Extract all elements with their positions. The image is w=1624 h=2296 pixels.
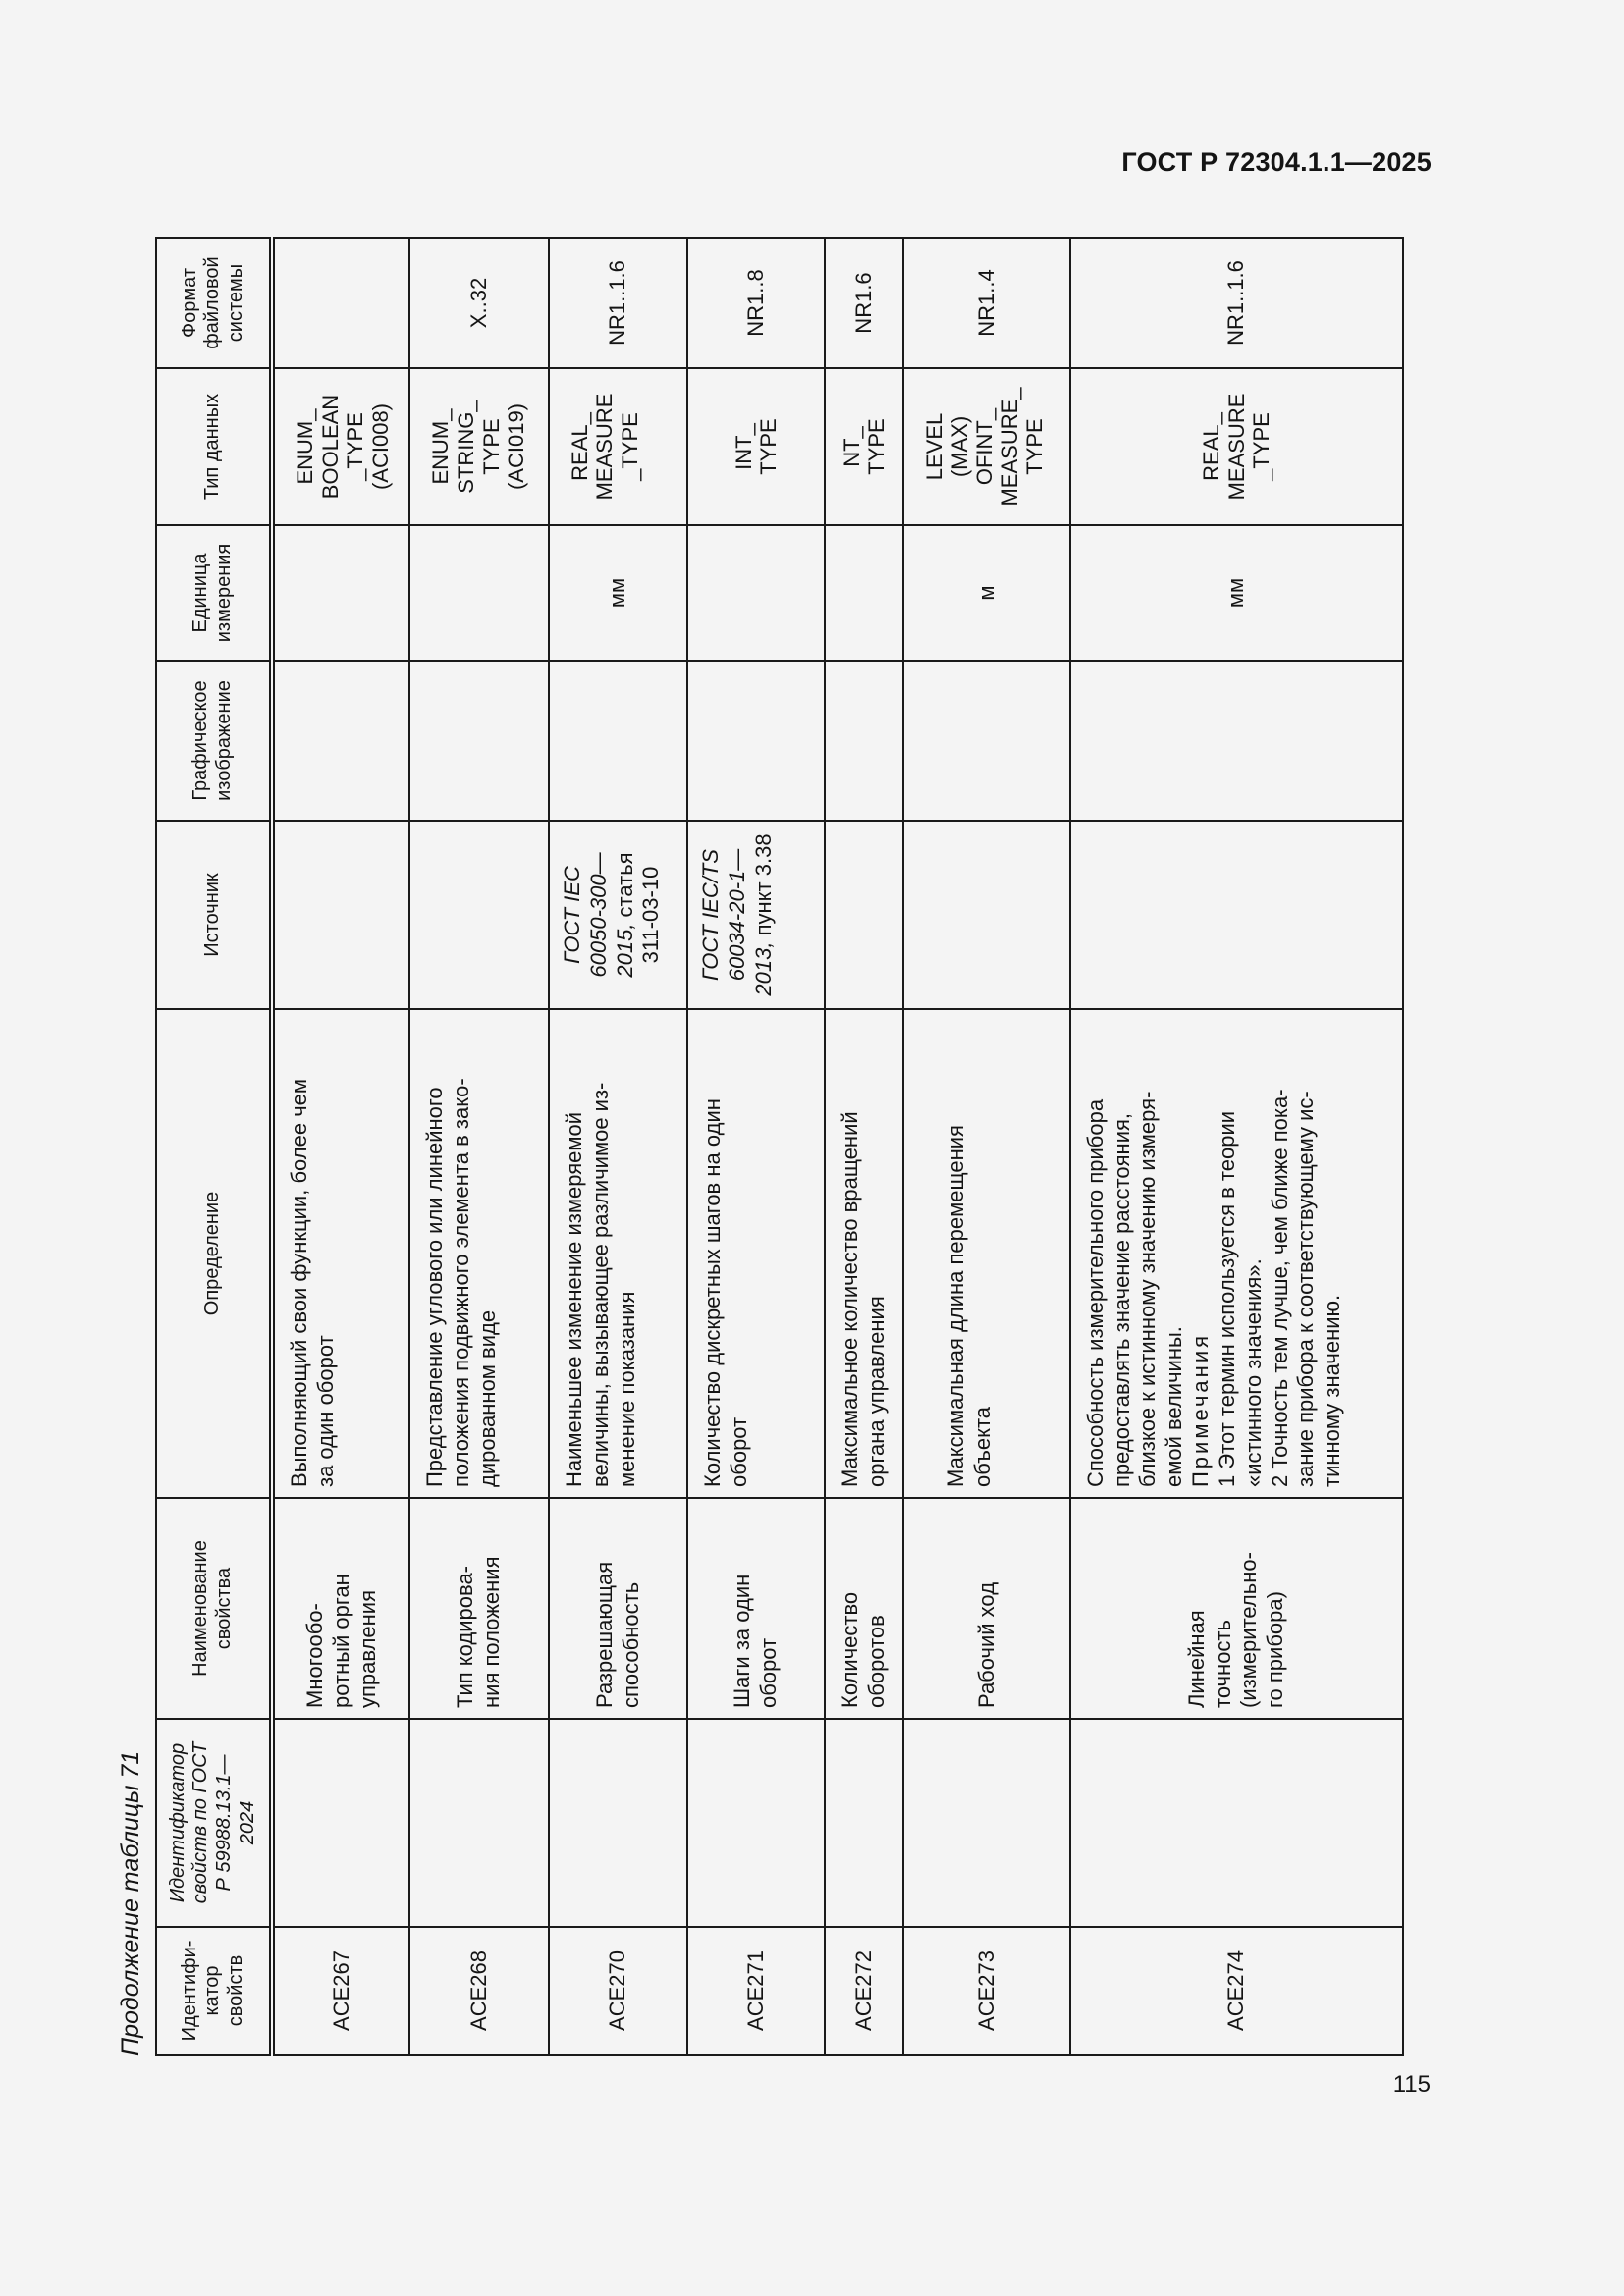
cell-format: NR1..8 bbox=[687, 238, 824, 368]
cell-name: Разрешающая способность bbox=[549, 1498, 687, 1719]
col-header-datatype: Тип данных bbox=[156, 368, 272, 525]
document-header: ГОСТ Р 72304.1.1—2025 bbox=[1121, 147, 1432, 177]
cell-name: Рабочий ход bbox=[903, 1498, 1070, 1719]
cell-source: ГОСТ IEC 60050-300— 2015, статья 311-03-10 bbox=[549, 821, 687, 1009]
col-header-gost-id: Идентификатор свойств по ГОСТ Р 59988.13.1— 2024 bbox=[156, 1719, 272, 1927]
cell-definition: Максимальное количество вращений органа управления bbox=[825, 1009, 903, 1498]
cell-unit: мм bbox=[549, 525, 687, 661]
page-number: 115 bbox=[1392, 2071, 1431, 2098]
cell-definition: Представление углового или линейного положения подвижного элемента в зако- дированном виде bbox=[409, 1009, 548, 1498]
cell-source bbox=[272, 821, 409, 1009]
notes-title: Примечания bbox=[1188, 1332, 1214, 1487]
table-header-row bbox=[156, 238, 272, 2055]
cell-source bbox=[1070, 821, 1403, 1009]
cell-datatype: ENUM_ BOOLEAN _TYPE (ACI008) bbox=[272, 368, 409, 525]
cell-format: NR1..4 bbox=[903, 238, 1070, 368]
cell-gost-id bbox=[1070, 1719, 1403, 1927]
cell-id: ACE273 bbox=[903, 1927, 1070, 2055]
cell-id: ACE267 bbox=[272, 1927, 409, 2055]
cell-graphic bbox=[272, 661, 409, 821]
cell-id: ACE270 bbox=[549, 1927, 687, 2055]
col-header-name: Наименование свойства bbox=[156, 1498, 272, 1719]
properties-table bbox=[155, 237, 1404, 2056]
cell-unit bbox=[687, 525, 824, 661]
col-header-graphic: Графическое изображение bbox=[156, 661, 272, 821]
cell-datatype: REAL_ MEASURE _TYPE bbox=[1070, 368, 1403, 525]
cell-gost-id bbox=[825, 1719, 903, 1927]
cell-graphic bbox=[1070, 661, 1403, 821]
cell-source bbox=[903, 821, 1070, 1009]
cell-source: ГОСТ IEC/TS 60034-20-1— 2013, пункт 3.38 bbox=[687, 821, 824, 1009]
table-row bbox=[1070, 238, 1403, 2055]
cell-graphic bbox=[825, 661, 903, 821]
cell-format: NR1.6 bbox=[825, 238, 903, 368]
col-header-source: Источник bbox=[156, 821, 272, 1009]
cell-gost-id bbox=[903, 1719, 1070, 1927]
cell-definition: Способность измерительного прибора предоставлять значение расстояния, близкое к истинному значению измеря- емой величины. Примечания 1 Этот термин используется в теории «истинного значения». 2 Точность тем лучше, чем ближе пока- зание прибора к соответствующему ис- тинному значению. bbox=[1070, 1009, 1403, 1498]
col-header-definition: Определение bbox=[156, 1009, 272, 1498]
table-row bbox=[272, 238, 409, 2055]
cell-definition: Количество дискретных шагов на один оборот bbox=[687, 1009, 824, 1498]
cell-source bbox=[825, 821, 903, 1009]
cell-graphic bbox=[409, 661, 548, 821]
table-row bbox=[549, 238, 687, 2055]
cell-definition: Выполняющий свои функции, более чем за один оборот bbox=[272, 1009, 409, 1498]
cell-format bbox=[272, 238, 409, 368]
cell-id: ACE271 bbox=[687, 1927, 824, 2055]
cell-id: ACE274 bbox=[1070, 1927, 1403, 2055]
table-caption: Продолжение таблицы 71 bbox=[117, 1750, 144, 2056]
table-row bbox=[903, 238, 1070, 2055]
cell-graphic bbox=[549, 661, 687, 821]
cell-datatype: ENUM_ STRING_ TYPE (ACI019) bbox=[409, 368, 548, 525]
cell-id: ACE268 bbox=[409, 1927, 548, 2055]
cell-graphic bbox=[687, 661, 824, 821]
cell-datatype: LEVEL (MAX) OFINT_ MEASURE_ TYPE bbox=[903, 368, 1070, 525]
cell-datatype: INT_ TYPE bbox=[687, 368, 824, 525]
cell-unit: м bbox=[903, 525, 1070, 661]
cell-name: Тип кодирова- ния положения bbox=[409, 1498, 548, 1719]
cell-unit bbox=[272, 525, 409, 661]
table-row bbox=[409, 238, 548, 2055]
cell-datatype: NT_ TYPE bbox=[825, 368, 903, 525]
cell-gost-id bbox=[687, 1719, 824, 1927]
cell-source bbox=[409, 821, 548, 1009]
col-header-format: Формат файловой системы bbox=[156, 238, 272, 368]
cell-format: NR1..1.6 bbox=[1070, 238, 1403, 368]
col-header-id: Идентифи- катор свойств bbox=[156, 1927, 272, 2055]
table-row bbox=[687, 238, 824, 2055]
col-header-unit: Единица измерения bbox=[156, 525, 272, 661]
cell-gost-id bbox=[409, 1719, 548, 1927]
cell-id: ACE272 bbox=[825, 1927, 903, 2055]
cell-name: Линейная точность (измерительно- го прибора) bbox=[1070, 1498, 1403, 1719]
table-row bbox=[825, 238, 903, 2055]
cell-definition: Наименьшее изменение измеряемой величины, вызывающее различимое из- менение показания bbox=[549, 1009, 687, 1498]
cell-unit bbox=[409, 525, 548, 661]
cell-format: NR1..1.6 bbox=[549, 238, 687, 368]
rotated-table-container bbox=[108, 0, 1360, 2061]
cell-gost-id bbox=[549, 1719, 687, 1927]
cell-gost-id bbox=[272, 1719, 409, 1927]
cell-format: X..32 bbox=[409, 238, 548, 368]
cell-definition: Максимальная длина перемещения объекта bbox=[903, 1009, 1070, 1498]
cell-graphic bbox=[903, 661, 1070, 821]
cell-unit bbox=[825, 525, 903, 661]
cell-name: Количество оборотов bbox=[825, 1498, 903, 1719]
cell-unit: мм bbox=[1070, 525, 1403, 661]
cell-name: Шаги за один оборот bbox=[687, 1498, 824, 1719]
cell-name: Многообо- ротный орган управления bbox=[272, 1498, 409, 1719]
cell-datatype: REAL_ MEASURE _TYPE bbox=[549, 368, 687, 525]
